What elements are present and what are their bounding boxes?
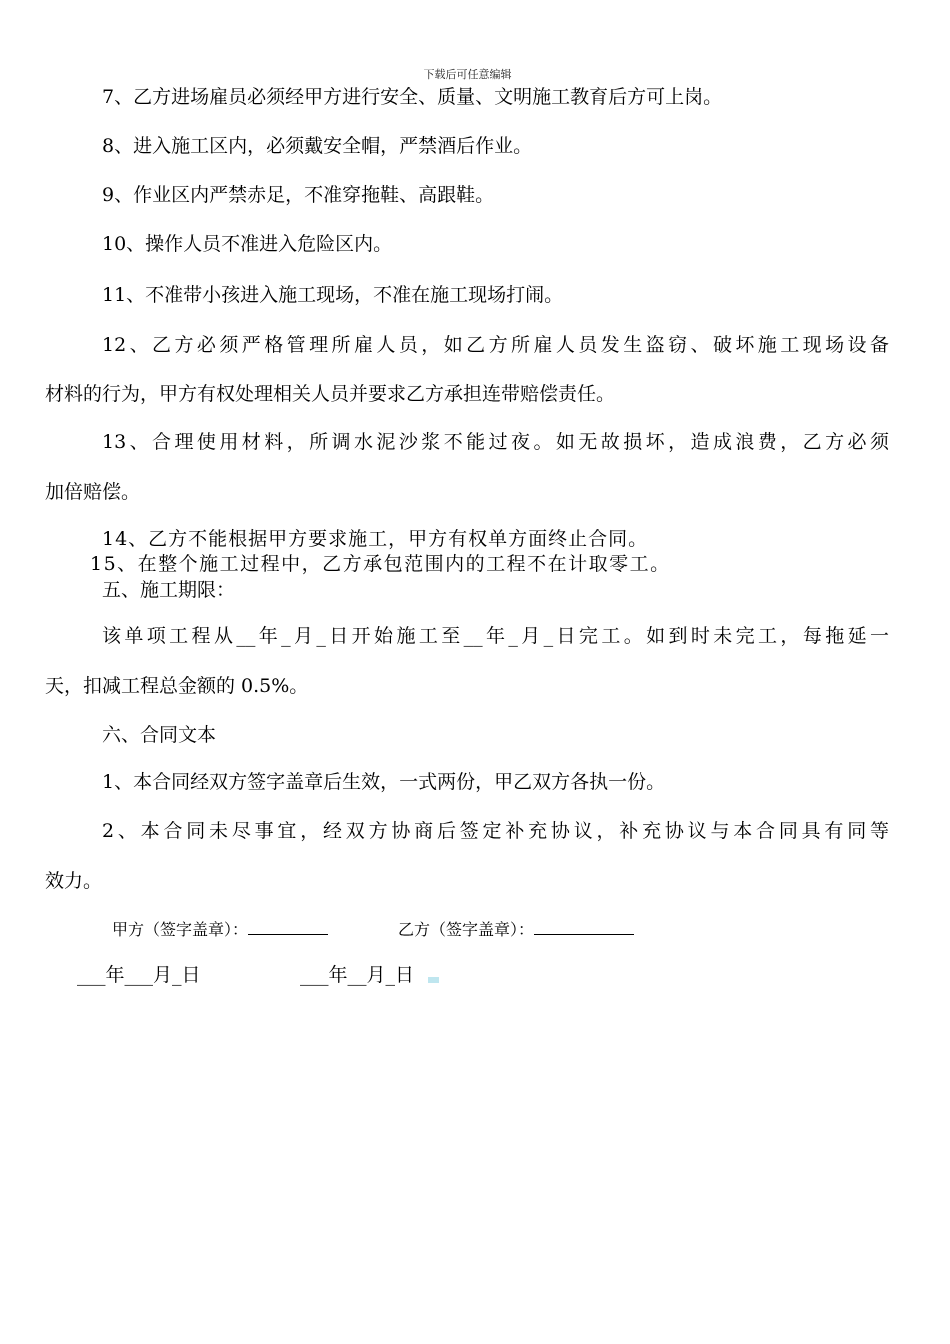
clause-11: 11、不准带小孩进入施工现场，不准在施工现场打闹。 [102,284,564,306]
party-a-signature [112,916,328,942]
party-b-date: ___年__月_日 [300,964,415,986]
section-6-item-2-line-2: 效力。 [45,870,103,892]
clause-12-line-1: 12、乙方必须严格管理所雇人员，如乙方所雇人员发生盗窃、破坏施工现场设备 [102,334,889,356]
party-b-signature-blank [534,916,634,935]
section-6-title: 六、合同文本 [102,724,217,746]
party-b-signature [398,916,634,942]
text-cursor-marker [428,977,439,983]
party-a-label: 甲方（签字盖章）： [112,920,249,939]
party-a-signature-blank [248,916,328,935]
clause-14: 14、乙方不能根据甲方要求施工，甲方有权单方面终止合同。 [102,528,649,550]
clause-7: 7、乙方进场雇员必须经甲方进行安全、质量、文明施工教育后方可上岗。 [102,86,723,108]
clause-15: 15、在整个施工过程中，乙方承包范围内的工程不在计取零工。 [90,553,671,575]
section-6-item-2-line-1: 2、本合同未尽事宜，经双方协商后签定补充协议，补充协议与本合同具有同等 [102,820,889,842]
party-b-label: 乙方（签字盖章）： [398,920,535,939]
clause-8: 8、进入施工区内，必须戴安全帽，严禁酒后作业。 [102,135,533,157]
page-header: 下载后可任意编辑 [423,68,512,81]
section-6-item-1: 1、本合同经双方签字盖章后生效，一式两份，甲乙双方各执一份。 [102,771,666,793]
clause-9: 9、作业区内严禁赤足，不准穿拖鞋、高跟鞋。 [102,184,495,206]
clause-10: 10、操作人员不准进入危险区内。 [102,233,393,255]
section-5-line-1: 该单项工程从__年_月_日开始施工至__年_月_日完工。如到时未完工，每拖延一 [102,625,889,647]
section-5-title: 五、施工期限： [102,579,236,601]
clause-12-line-2: 材料的行为，甲方有权处理相关人员并要求乙方承担连带赔偿责任。 [45,383,616,405]
clause-13-line-2: 加倍赔偿。 [45,481,141,503]
section-5-line-2: 天，扣减工程总金额的 0.5%。 [45,675,309,697]
party-a-date: ___年___月_日 [77,964,201,986]
clause-13-line-1: 13、合理使用材料，所调水泥沙浆不能过夜。如无故损坏，造成浪费，乙方必须 [102,431,889,453]
